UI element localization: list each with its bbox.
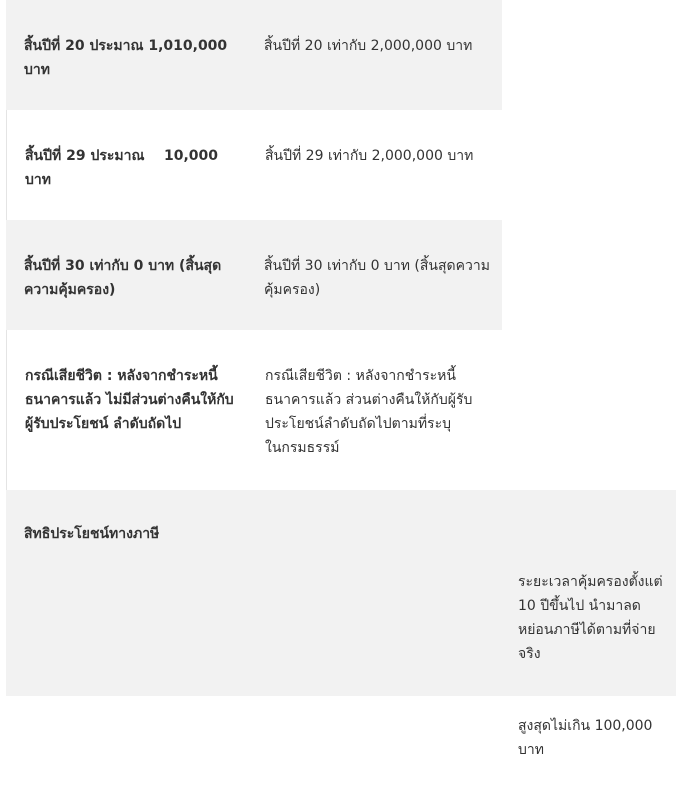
row-4-col-1: กรณีเสียชีวิต : หลังจากชำระหนี้ธนาคารแล้ว ไม่มีส่วนต่างคืนให้กับผู้รับประโยชน์ ลำดับถัดไป [25, 368, 234, 432]
row-2-col-2: สิ้นปีที่ 29 เท่ากับ 2,000,000 บาท [265, 148, 474, 164]
tax-detail-line-2: สูงสุดไม่เกิน 100,000 บาท [518, 718, 657, 758]
row-1-col-1: สิ้นปีที่ 20 ประมาณ 1,010,000 บาท [24, 38, 233, 78]
tax-benefit-label: สิทธิประโยชน์ทางภาษี [24, 526, 160, 542]
table-row [6, 110, 502, 220]
row-3-col-1: สิ้นปีที่ 30 เท่ากับ 0 บาท (สิ้นสุดความคุ้มครอง) [24, 258, 222, 298]
tax-detail-line-1: ระยะเวลาคุ้มครองตั้งแต่ 10 ปีขึ้นไป นำมาลดหย่อนภาษีได้ตามที่จ่ายจริง [518, 574, 668, 662]
row-2-col-1: สิ้นปีที่ 29 ประมาณ 10,000 บาท [25, 148, 223, 188]
tax-benefit-row [6, 490, 676, 758]
table-row [6, 330, 502, 490]
row-3-col-2: สิ้นปีที่ 30 เท่ากับ 0 บาท (สิ้นสุดความคุ้มครอง) [264, 258, 490, 298]
row-1-col-2: สิ้นปีที่ 20 เท่ากับ 2,000,000 บาท [264, 38, 473, 54]
tax-benefit-detail [518, 522, 668, 810]
table-row [6, 220, 502, 330]
row-4-col-2: กรณีเสียชีวิต : หลังจากชำระหนี้ธนาคารแล้ว ส่วนต่างคืนให้กับผู้รับประโยชน์ลำดับถัดไปตามที่ระบุในกรมธรรม์ [265, 368, 473, 456]
table-row [6, 0, 502, 110]
